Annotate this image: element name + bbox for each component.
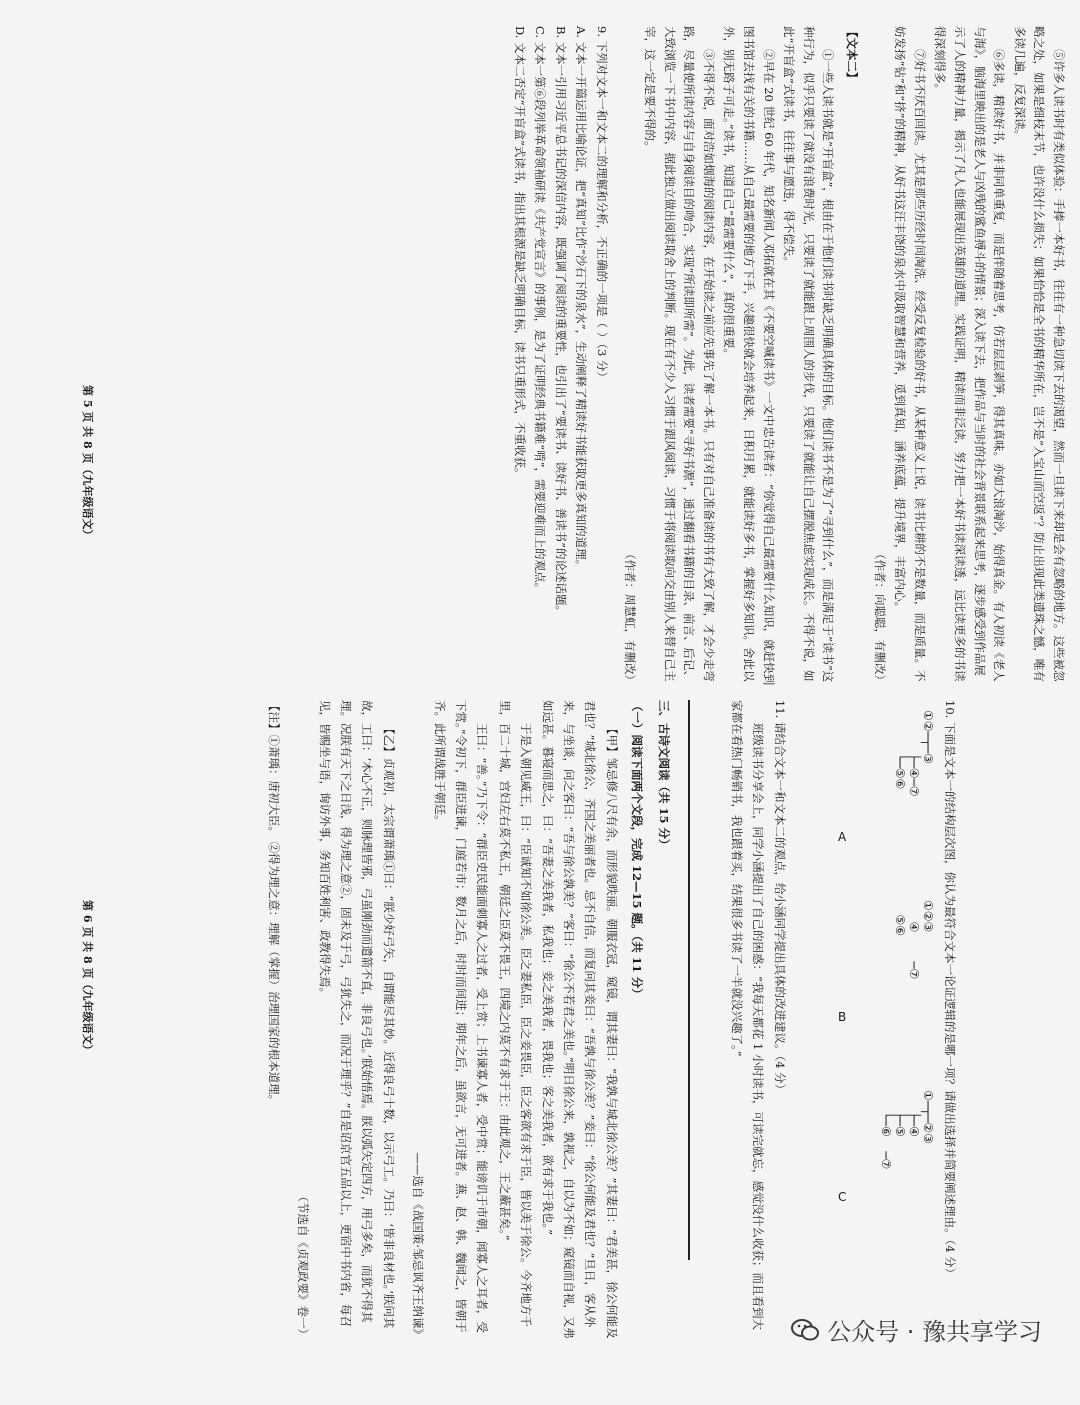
watermark <box>791 1312 1042 1347</box>
text-jia-paragraph-3: 王曰：“善。”乃下令：“群臣吏民能面刺寡人之过者，受上赏；上书谏寡人者，受中赏；能谤讥于市朝，闻寡人之耳者，受下赏。”令初下，群臣进谏，门庭若市；数月之后，时时而间进；期年之后，虽欲言，无可进者。燕、赵、韩、魏闻之，皆朝于齐。此所谓战胜于朝廷。 <box>432 700 490 1333</box>
subsection-1-title: （一）阅读下面两个文段，完成 12—15 题。（共 11 分） <box>629 700 644 1000</box>
structure-diagram-a: ①②─┬─③ ├─④─⑦ └─⑤⑥ <box>893 710 935 797</box>
passage1-paragraph-5: ⑤许多人读书时有类似体验：手捧一本好书，往往有一种急切读下去的渴望，然而一旦读下来却是会有忽略的地方。这些被忽略之处，如果是细枝末节，也许没什么损失；如果恰恰是全书的精华所在，岂不是“入宝山而空返”？防止出现此类遗珠之憾，唯有多读几遍，反复深读。 <box>1012 26 1066 682</box>
left-page-footer: 第 5 页 共 8 页（九年级语文） <box>81 385 94 541</box>
question-10: 10. 下面是文本一的结构层次图，你认为最符合文本一论证逻辑的是哪一项？请做出选择并简要阐述理由。（4 分） <box>943 700 957 1280</box>
structure-option-c-label: C <box>838 1190 847 1204</box>
wechat-icon <box>791 1318 819 1342</box>
structure-option-b-label: B <box>838 1010 847 1024</box>
question-11-context: 班级读书分享会上，同学小涵提出了自己的困惑：“我每天都花 1 小时读书，可读完就忘，感觉没什么收获；而且看到大家都在看热门畅销书，我也跟着买，结果很多书读了一半就没兴趣了。” <box>729 700 765 1331</box>
text2-title: 【文本二】 <box>845 26 860 84</box>
right-page-classical-chinese <box>80 700 680 1340</box>
question-9-option-b: B. 文本一引用习近平总书记的深信内容，既强调了阅读的重要性，也引出了“要读书、读好书、善读书”的论述话题。 <box>553 26 568 618</box>
annotation-note: 【注】①萧瑀：唐初大臣。 ②得为理之意：理解（掌握）治理国家的根本道理。 <box>266 700 281 1107</box>
passage2-paragraph-2: ②早在 20 世纪 60 年代，知名新闻人邓拓就在其《不要空喊读书》一文中忠告读者：“你觉得自己最需要什么知识，就赶快到图书馆去找有关的书籍……从自己最需要的地方下手，兴趣很快就会培养起来，日积月累，就能读好多书，掌握好多知识。舍此以外，别无路子可走。”读书，知道自己“最需要什么”，真的很重要。 <box>722 26 776 686</box>
right-page-footer: 第 6 页 共 8 页（九年级语文） <box>81 900 94 1056</box>
section-3-title: 三、古诗文阅读（共 15 分） <box>657 700 671 851</box>
passage1-paragraph-6: ⑥多读，精读好书，并非同单重复，而是伴随着思考，仿若层层剥笋，得其真味。亦如大浪淘沙，始得真金。有人初读《老人与海》，脑海里映出的是老人与凶残的鲨鱼搏斗的情景；深入读下去，把作品与当时的社会背景联系起来思考，逐步感受到作品展示了人的精神力量，揭示了凡人也能展现出英雄的道理。实践证明，精读而非泛读，努力把一本好书读深读透，远比读更多的书读得深刻得多。 <box>933 26 1007 682</box>
passage2-paragraph-1: ①一些人读书就是“开盲盒”，根由在于他们读书时缺乏明确具体的目标。他们读书不是为了“寻到什么”，而是满足于“读书”这种行为，似乎只要读了就没有浪费时光，只要读了就能跟上周围人的步伐，只要读了就能让自己摆脱焦虑实现成长。不得不说，如此“开盲盒”式读书，往往事与愿违，得不偿失。 <box>782 26 836 683</box>
passage1-author: （作者：向聪聪，有删改） <box>872 548 887 686</box>
text-jia-paragraph-1: 【甲】邹忌修八尺有余，而形貌昳丽。朝服衣冠，窥镜，谓其妻曰：“我孰与城北徐公美？”其妻曰：“君美甚，徐公何能及君也？”城北徐公，齐国之美丽者也。忌不自信，而复问其妾曰：“吾孰与徐公美？”妾曰：“徐公何能及君也？”旦日，客从外来，与坐谈，问之客曰：“吾与徐公孰美？”客曰：“徐公不若君之美也。”明日徐公来，孰视之，自以为不如；窥镜而自视，又弗如远甚。暮寝而思之，曰：“吾妻之美我者，私我也；妾之美我者，畏我也；客之美我者，欲有求于我也。” <box>540 700 619 1339</box>
question-9-option-c: C. 文本一第⑥段列举革命领袖研读《共产党宣言》的事例，是为了证明经典书籍难“啃”，需要迎难而上的观点。 <box>533 26 548 594</box>
structure-diagram-c: ①─┬─②③ ├─④ ├─⑤ └─⑥ ─⑦ <box>879 1090 935 1170</box>
text-yi: 【乙】贞观初，太宗谓萧瑀①曰：“朕少好弓矢，自谓能尽其妙。近得良弓十数，以示弓工。乃曰：‘皆非良材也。’朕问其故，工曰：‘木心不正，则脉理皆邪，弓虽刚劲而遣箭不直，非良弓也。’朕始悟焉。朕以弧矢定四方，用弓多矣，而犹不得其理。况朕有天下之日浅，得为理之意②，固未及于弓，弓犹失之，而况于理乎？”自是诏京官五品以上，更宿中书内省，每召见，皆赐坐与语，询访外事，务知百姓利害、政教得失焉。 <box>317 700 396 1329</box>
watermark-text: 公众号 · 豫共享学习 <box>827 1318 1042 1346</box>
text-yi-source: （节选自《贞观政要》卷一） <box>295 1190 310 1340</box>
question-9-option-a: A. 文本一开篇运用比喻论证，把“真知”比作“沙石下的泉水”，生动阐释了精读好书能获取更多真知的道理。 <box>574 26 589 572</box>
question-11: 11. 请结合文本一和文本二的观点，给小涵同学提出具体的改进建议。（4 分） <box>773 700 787 1096</box>
question-9: 9. 下列对文本一和文本二的理解和分析，不正确的一项是（ ）（3 分） <box>594 26 609 384</box>
question-9-option-d: D. 文本二否定“开盲盒”式读书，指出其根源是缺乏明确目标，读书只重形式，不重收获。 <box>512 26 527 480</box>
section-divider-line <box>688 700 690 1260</box>
passage1-paragraph-7: ⑦好书不厌百回读。尤其是那些历经时间淘洗、经受反复检验的好书，从某种意义上说，读书比耕的不是数量，而是质量。不妨发扬“钻”和“挤”的精神，从好书这汪丰饶的泉水中汲取智慧和营养，觅到真知，涵养底蕴，提升境界，丰富内心。 <box>893 26 927 682</box>
structure-option-a-label: A <box>838 830 847 844</box>
text-jia-paragraph-2: 于是入朝见威王，曰：“臣诚知不如徐公美。臣之妻私臣，臣之妾畏臣，臣之客欲有求于臣，皆以美于徐公。今齐地方千里，百二十城，宫妇左右莫不私王，朝廷之臣莫不畏王，四境之内莫不有求于王：由此观之，王之蔽甚矣。” <box>497 700 533 1327</box>
passage2-author: （作者：周慧虹，有删改） <box>622 548 637 686</box>
passage2-paragraph-3: ③不得不说，面对浩如烟海的阅读内容，在开始读之前应先事先了解一本书。只有对自己准备读的书有大致了解，才会少走弯路，尽量使所读内容与自身阅读目的吻合，实现“所读即所需”。为此，读者需要“寻好书源”，通过翻看书籍的目录、前言、后记、大致浏览一下书中内容，据此独立做出阅读取舍上的判断。现在有不少人习惯于跟风阅读，习惯于将阅读取向交由别人来替自己主宰，这一定是要不得的。 <box>643 26 716 683</box>
structure-diagram-b: ①②③ ④ ─⑦ ⑤⑥ <box>893 900 935 980</box>
text-jia-source: ——选自《战国策·邹忌讽齐王纳谏》 <box>410 1152 425 1340</box>
left-page-text <box>13 26 1068 686</box>
